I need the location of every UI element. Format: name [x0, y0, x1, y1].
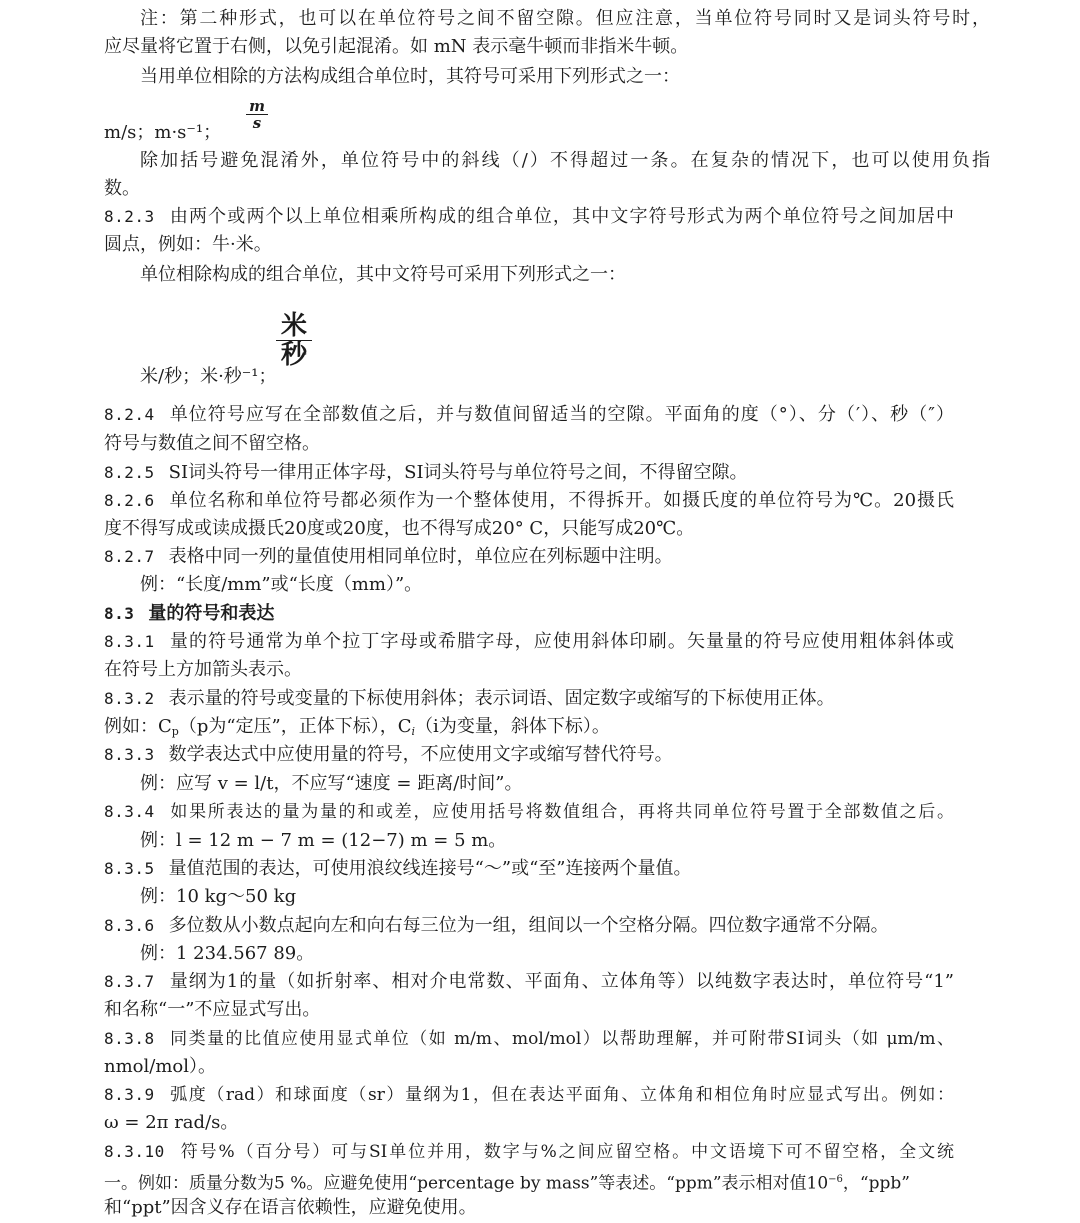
- section-heading: 8.3 量的符号和表达: [104, 603, 275, 624]
- clause-number: 8.3.4: [104, 802, 155, 821]
- fraction-numerator: 米: [280, 311, 307, 341]
- clause-number: 8.3.2: [104, 689, 155, 708]
- clause-line: 8.2.6 单位名称和单位符号都必须作为一个整体使用，不得拆开。如摄氏度的单位符号为℃。20摄氏: [104, 490, 954, 511]
- paragraph-line: 当用单位相除的方法构成组合单位时，其符号可采用下列形式之一：: [140, 66, 680, 87]
- clause-line: 8.3.5 量值范围的表达，可使用浪纹线连接号“～”或“至”连接两个量值。: [104, 858, 692, 879]
- clause-line: 8.2.3 由两个或两个以上单位相乘所构成的组合单位，其中文字符号形式为两个单位符号之间加居中: [104, 206, 954, 227]
- example-line: 例：“长度/mm”或“长度（mm）”。: [140, 574, 423, 595]
- fraction-mi-over-miao: [276, 312, 312, 369]
- example-line: 例：l = 12 m − 7 m = (12−7) m = 5 m。: [140, 830, 507, 851]
- fraction-denominator: 秒: [280, 340, 307, 370]
- clause-number: 8.2.7: [104, 547, 155, 566]
- example-line: 例：10 kg～50 kg: [140, 886, 297, 907]
- paragraph-note-line: 注：第二种形式，也可以在单位符号之间不留空隙。但应注意，当单位符号同时又是词头符号时，: [140, 8, 990, 29]
- clause-number: 8.2.6: [104, 491, 155, 510]
- superscript-exponent: −6: [828, 1174, 843, 1185]
- clause-number: 8.3.6: [104, 916, 155, 935]
- clause-line: 8.3.8 同类量的比值应使用显式单位（如 m/m、mol/mol）以帮助理解，并可附带SI词头（如 μm/m、: [104, 1029, 954, 1049]
- clause-line: 8.3.10 符号%（百分号）可与SI单位并用，数字与%之间应留空格。中文语境下可不留空格，全文统: [104, 1142, 954, 1162]
- clause-number: 8.3.9: [104, 1085, 155, 1104]
- example-line: 例：应写 v = l/t，不应写“速度 = 距离/时间”。: [140, 773, 523, 794]
- clause-line: 8.2.5 SI词头符号一律用正体字母，SI词头符号与单位符号之间，不得留空隙。: [104, 462, 748, 483]
- clause-line: 8.3.9 弧度（rad）和球面度（sr）量纲为1，但在表达平面角、立体角和相位角时应显式写出。例如：: [104, 1085, 954, 1105]
- clause-line: 8.3.4 如果所表达的量为量的和或差，应使用括号将数值组合，再将共同单位符号置于全部数值之后。: [104, 802, 954, 822]
- paragraph-line: 和名称“一”不应显式写出。: [104, 999, 321, 1020]
- clause-line: 8.3.1 量的符号通常为单个拉丁字母或希腊字母，应使用斜体印刷。矢量量的符号应使用粗体斜体或: [104, 631, 954, 652]
- clause-line: 8.3.6 多位数从小数点起向左和向右每三位为一组，组间以一个空格分隔。四位数字通常不分隔。: [104, 915, 889, 936]
- clause-line: 8.3.3 数学表达式中应使用量的符号，不应使用文字或缩写替代符号。: [104, 744, 673, 765]
- clause-number: 8.3.5: [104, 859, 155, 878]
- formula-line: m/s；m·s⁻¹；: [104, 122, 222, 143]
- example-line: 例如：$C_p(p$为“定压”，正体下标），$C_i(i$为变量，斜体下标）。: [104, 716, 610, 738]
- clause-number: 8.2.3: [104, 207, 155, 226]
- paragraph-line: 圆点，例如：牛·米。: [104, 234, 272, 255]
- formula-line: 米/秒；米·秒⁻¹；: [140, 366, 277, 387]
- clause-number: 8.3.8: [104, 1029, 155, 1048]
- fraction-numerator: m: [249, 97, 265, 115]
- paragraph-line: 和“ppt”因含义存在语言依赖性，应避免使用。: [104, 1197, 477, 1218]
- clause-number: 8.3.1: [104, 632, 155, 651]
- paragraph-line: 数。: [104, 178, 140, 199]
- paragraph-line: 符号与数值之间不留空格。: [104, 433, 320, 454]
- clause-number: 8.2.5: [104, 463, 155, 482]
- paragraph-note-line: 应尽量将它置于右侧，以免引起混淆。如 mN 表示毫牛顿而非指米牛顿。: [104, 36, 689, 57]
- subscript-i: i: [411, 725, 416, 738]
- clause-line: 8.3.2 表示量的符号或变量的下标使用斜体；表示词语、固定数字或缩写的下标使用正体。: [104, 688, 835, 709]
- paragraph-line: 一。例如：质量分数为5 %。应避免使用“percentage by mass”等表述。“ppm”表示相对值$10^{-6}$，“ppb”: [104, 1173, 910, 1194]
- fraction-m-over-s: [246, 98, 268, 131]
- clause-number: 8.3.10: [104, 1142, 165, 1161]
- paragraph-line: 度不得写成或读成摄氏20度或20度，也不得写成20° C，只能写成20℃。: [104, 518, 695, 539]
- clause-line: 8.2.7 表格中同一列的量值使用相同单位时，单位应在列标题中注明。: [104, 546, 673, 567]
- clause-line: 8.2.4 单位符号应写在全部数值之后，并与数值间留适当的空隙。平面角的度（°）、分（′）、秒（″）: [104, 404, 954, 425]
- clause-line: 8.3.7 量纲为1的量（如折射率、相对介电常数、平面角、立体角等）以纯数字表达时，单位符号“1”: [104, 971, 954, 992]
- clause-number: 8.3.3: [104, 745, 155, 764]
- clause-number: 8.2.4: [104, 405, 155, 424]
- paragraph-line: ω = 2π rad/s。: [104, 1112, 239, 1133]
- section-number: 8.3: [104, 604, 135, 623]
- paragraph-line: nmol/mol）。: [104, 1056, 216, 1077]
- fraction-denominator: s: [252, 114, 262, 132]
- paragraph-line: 除加括号避免混淆外，单位符号中的斜线（/）不得超过一条。在复杂的情况下，也可以使用负指: [140, 150, 990, 171]
- subscript-p: p: [171, 725, 179, 738]
- clause-number: 8.3.7: [104, 972, 155, 991]
- paragraph-line: 单位相除构成的组合单位，其中文符号可采用下列形式之一：: [140, 264, 626, 285]
- example-line: 例：1 234.567 89。: [140, 943, 315, 964]
- paragraph-line: 在符号上方加箭头表示。: [104, 659, 302, 680]
